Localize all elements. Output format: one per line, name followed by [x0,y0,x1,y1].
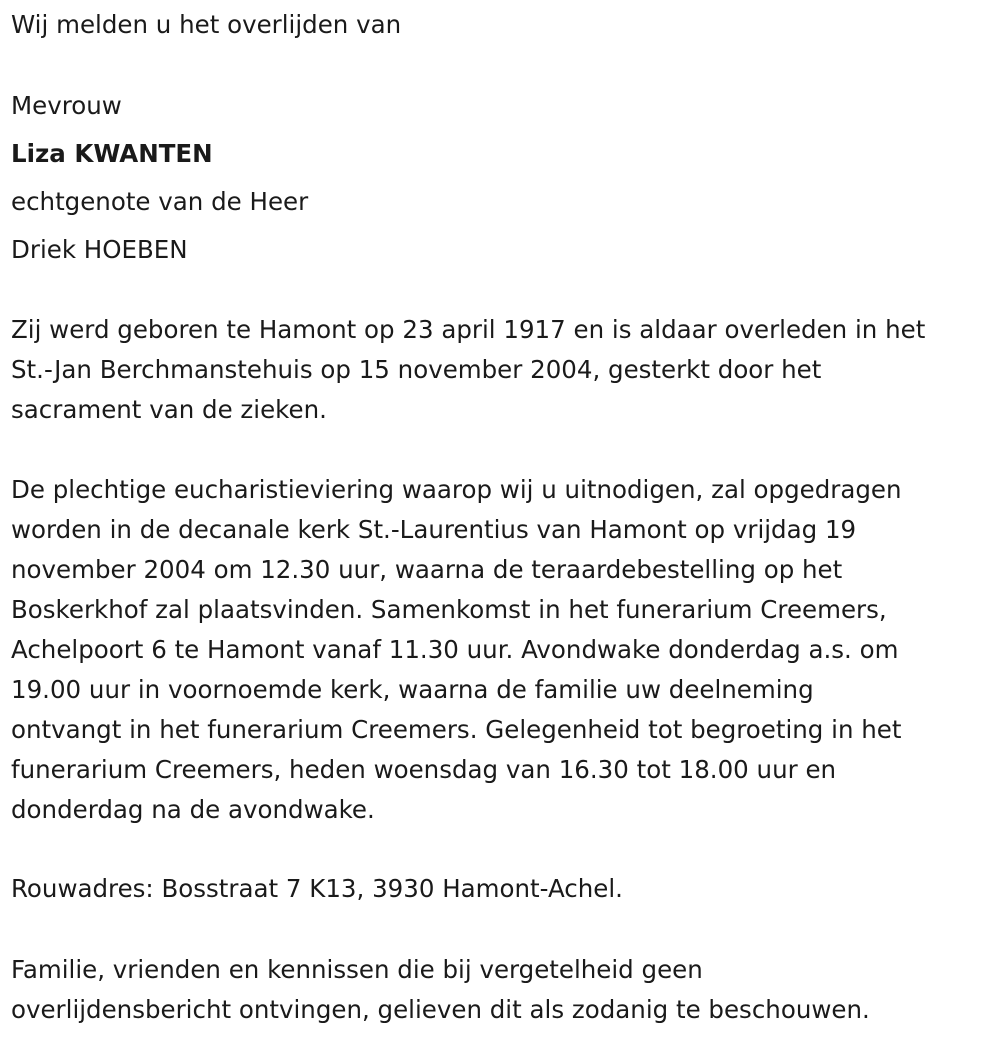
paragraph-line: overlijdensbericht ontvingen, gelieven dit als zodanig te beschouwen. [11,995,870,1024]
paragraph-line: donderdag na de avondwake. [11,795,375,824]
birth-death-paragraph [11,310,996,430]
mourning-address: Rouwadres: Bosstraat 7 K13, 3930 Hamont-Achel. [11,874,623,903]
relation-text: echtgenote van de Heer [11,187,309,216]
paragraph-line: St.-Jan Berchmanstehuis op 15 november 2004, gesterkt door het [11,355,822,384]
spouse-name: Driek HOEBEN [11,235,188,264]
paragraph-line: funerarium Creemers, heden woensdag van 16.30 tot 18.00 uur en [11,755,837,784]
closing-paragraph [11,950,996,1030]
ceremony-paragraph [11,470,996,830]
paragraph-line: Familie, vrienden en kennissen die bij vergetelheid geen [11,955,703,984]
paragraph-line: november 2004 om 12.30 uur, waarna de teraardebestelling op het [11,555,843,584]
paragraph-line: 19.00 uur in voornoemde kerk, waarna de familie uw deelneming [11,675,814,704]
salutation: Mevrouw [11,91,122,120]
paragraph-line: Achelpoort 6 te Hamont vanaf 11.30 uur. Avondwake donderdag a.s. om [11,635,899,664]
paragraph-line: Boskerkhof zal plaatsvinden. Samenkomst in het funerarium Creemers, [11,595,887,624]
paragraph-line: ontvangt in het funerarium Creemers. Gelegenheid tot begroeting in het [11,715,902,744]
deceased-name: Liza KWANTEN [11,139,213,168]
paragraph-line: De plechtige eucharistieviering waarop wij u uitnodigen, zal opgedragen [11,475,902,504]
intro-text: Wij melden u het overlijden van [11,10,402,39]
paragraph-line: Zij werd geboren te Hamont op 23 april 1917 en is aldaar overleden in het [11,315,926,344]
paragraph-line: worden in de decanale kerk St.-Laurentius van Hamont op vrijdag 19 [11,515,857,544]
paragraph-line: sacrament van de zieken. [11,395,327,424]
